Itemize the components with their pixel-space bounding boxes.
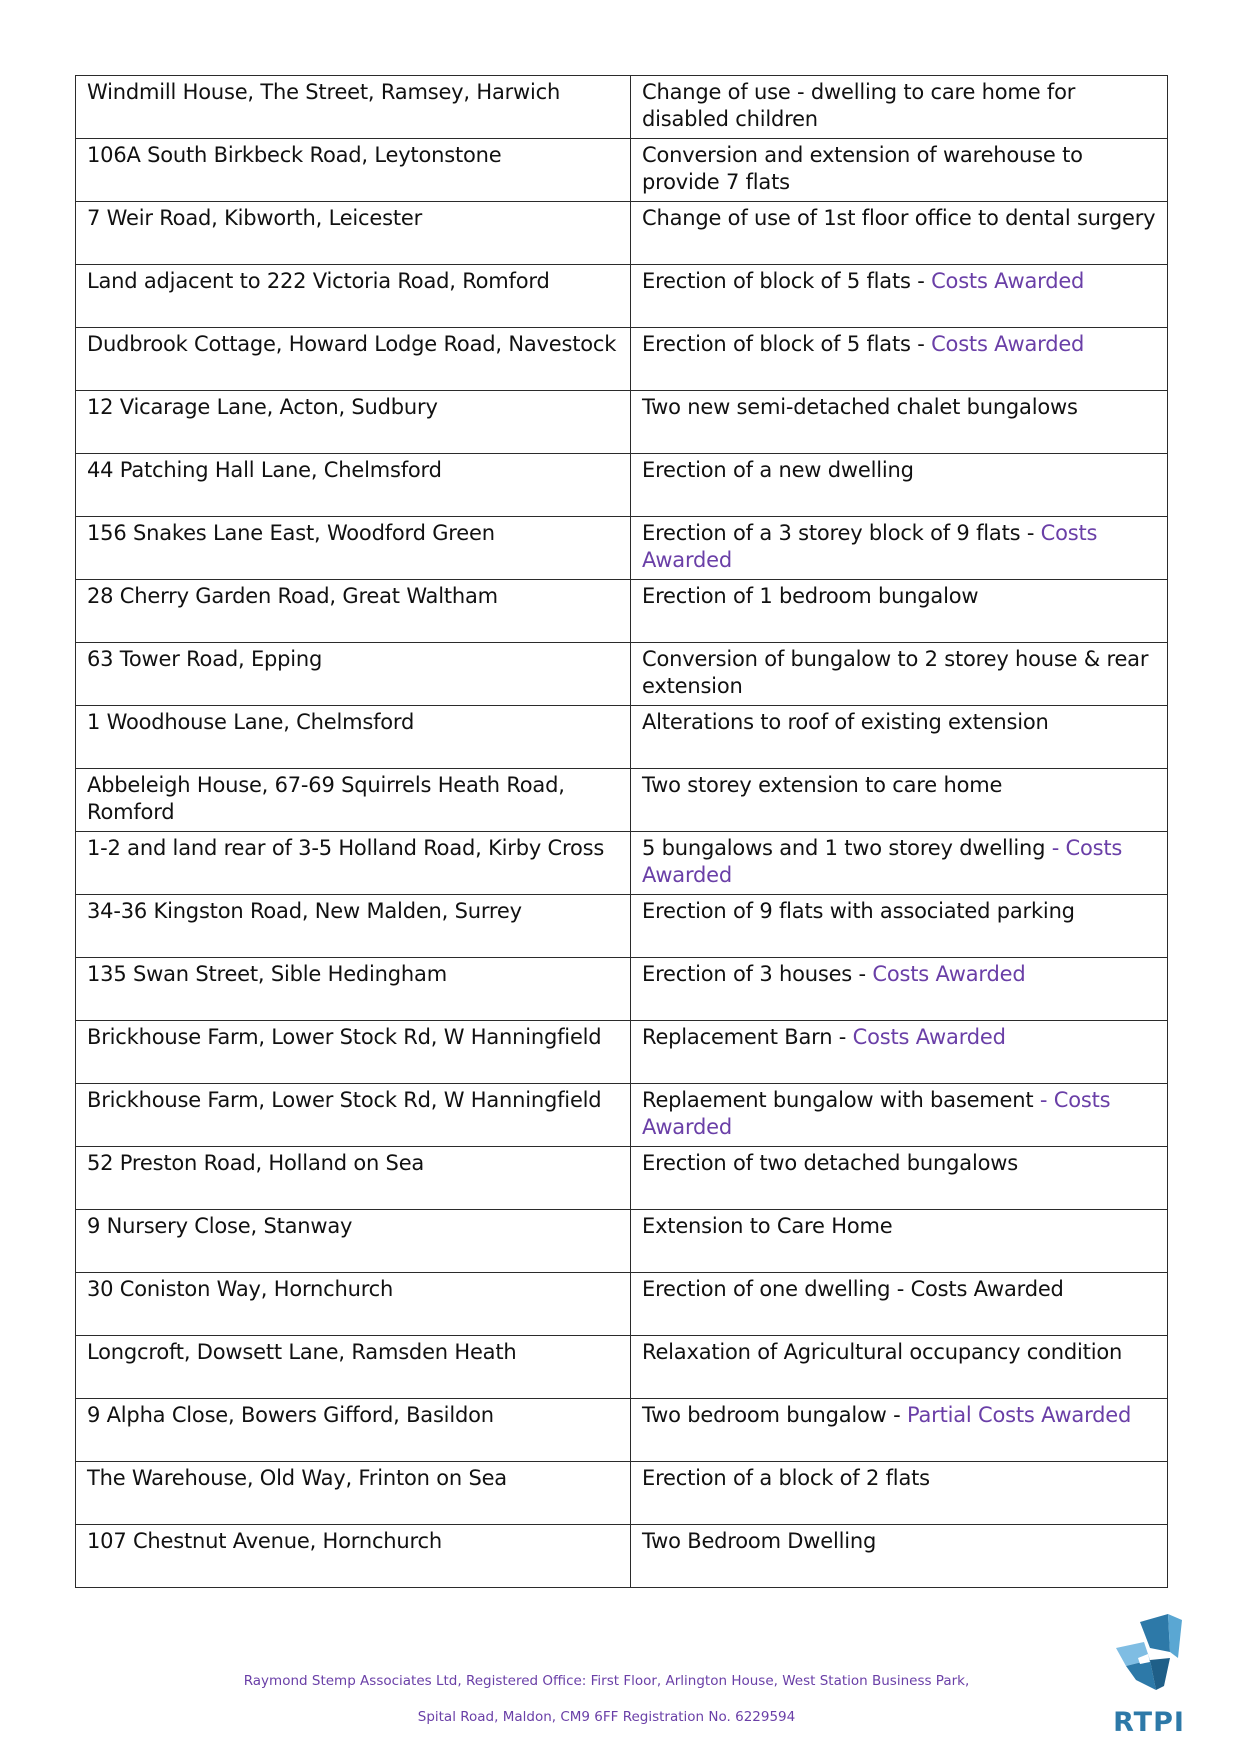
address-cell: 106A South Birkbeck Road, Leytonstone bbox=[76, 139, 631, 202]
description-text: Erection of block of 5 flats - bbox=[642, 332, 932, 356]
costs-awarded-label: - Costs Awarded bbox=[642, 1088, 1111, 1139]
description-cell bbox=[631, 1210, 1168, 1273]
description-text: Change of use of 1st floor office to dental surgery bbox=[642, 206, 1156, 230]
description-text: 5 bungalows and 1 two storey dwelling bbox=[642, 836, 1052, 860]
description-cell bbox=[631, 1273, 1168, 1336]
description-cell bbox=[631, 76, 1168, 139]
description-cell bbox=[631, 1084, 1168, 1147]
costs-awarded-label: Costs Awarded bbox=[931, 269, 1085, 293]
address-cell: 156 Snakes Lane East, Woodford Green bbox=[76, 517, 631, 580]
table-row bbox=[76, 1210, 1168, 1273]
description-cell bbox=[631, 202, 1168, 265]
description-cell bbox=[631, 139, 1168, 202]
address-cell: Dudbrook Cottage, Howard Lodge Road, Navestock bbox=[76, 328, 631, 391]
address-cell: 9 Nursery Close, Stanway bbox=[76, 1210, 631, 1273]
address-cell: Land adjacent to 222 Victoria Road, Romford bbox=[76, 265, 631, 328]
table-row bbox=[76, 895, 1168, 958]
table-row bbox=[76, 643, 1168, 706]
table-row bbox=[76, 265, 1168, 328]
description-cell bbox=[631, 706, 1168, 769]
description-text: Erection of block of 5 flats - bbox=[642, 269, 932, 293]
description-cell bbox=[631, 580, 1168, 643]
footer-line-1: Raymond Stemp Associates Ltd, Registered Office: First Floor, Arlington House, West Station Business Park, bbox=[243, 1673, 970, 1689]
description-cell bbox=[631, 958, 1168, 1021]
table-row bbox=[76, 1273, 1168, 1336]
appeals-table bbox=[75, 75, 1168, 1588]
table-row bbox=[76, 958, 1168, 1021]
description-cell bbox=[631, 832, 1168, 895]
description-text: Conversion and extension of warehouse to provide 7 flats bbox=[642, 143, 1083, 194]
table-row bbox=[76, 139, 1168, 202]
costs-awarded-label: Costs Awarded bbox=[852, 1025, 1006, 1049]
table-row bbox=[76, 769, 1168, 832]
address-cell: 30 Coniston Way, Hornchurch bbox=[76, 1273, 631, 1336]
description-cell bbox=[631, 643, 1168, 706]
address-cell: 1 Woodhouse Lane, Chelmsford bbox=[76, 706, 631, 769]
address-cell: 28 Cherry Garden Road, Great Waltham bbox=[76, 580, 631, 643]
description-cell bbox=[631, 1021, 1168, 1084]
address-cell: Brickhouse Farm, Lower Stock Rd, W Hanningfield bbox=[76, 1084, 631, 1147]
description-cell bbox=[631, 517, 1168, 580]
description-text: Two storey extension to care home bbox=[642, 773, 1003, 797]
address-cell: Abbeleigh House, 67-69 Squirrels Heath Road, Romford bbox=[76, 769, 631, 832]
description-text: Erection of 1 bedroom bungalow bbox=[642, 584, 979, 608]
table-row bbox=[76, 832, 1168, 895]
table-row bbox=[76, 391, 1168, 454]
address-cell: Brickhouse Farm, Lower Stock Rd, W Hanningfield bbox=[76, 1021, 631, 1084]
address-cell: 34-36 Kingston Road, New Malden, Surrey bbox=[76, 895, 631, 958]
address-cell: 107 Chestnut Avenue, Hornchurch bbox=[76, 1525, 631, 1588]
description-text: Replacement Barn - bbox=[642, 1025, 853, 1049]
costs-awarded-label: Costs Awarded bbox=[931, 332, 1085, 356]
footer-line-2: Spital Road, Maldon, CM9 6FF Registration No. 6229594 bbox=[417, 1709, 796, 1725]
table-row bbox=[76, 1084, 1168, 1147]
description-text: Two new semi-detached chalet bungalows bbox=[642, 395, 1078, 419]
description-text: Erection of 3 houses - bbox=[642, 962, 873, 986]
description-cell bbox=[631, 1147, 1168, 1210]
description-text: Erection of a 3 storey block of 9 flats - bbox=[642, 521, 1041, 545]
description-text: Relaxation of Agricultural occupancy condition bbox=[642, 1340, 1123, 1364]
description-cell bbox=[631, 1399, 1168, 1462]
description-text: Conversion of bungalow to 2 storey house & rear extension bbox=[642, 647, 1149, 698]
description-cell bbox=[631, 454, 1168, 517]
address-cell: 52 Preston Road, Holland on Sea bbox=[76, 1147, 631, 1210]
table-row bbox=[76, 580, 1168, 643]
address-cell: Longcroft, Dowsett Lane, Ramsden Heath bbox=[76, 1336, 631, 1399]
description-cell bbox=[631, 895, 1168, 958]
table-row bbox=[76, 76, 1168, 139]
address-cell: 9 Alpha Close, Bowers Gifford, Basildon bbox=[76, 1399, 631, 1462]
address-cell: 44 Patching Hall Lane, Chelmsford bbox=[76, 454, 631, 517]
table-row bbox=[76, 1336, 1168, 1399]
address-cell: 7 Weir Road, Kibworth, Leicester bbox=[76, 202, 631, 265]
costs-awarded-label: Costs Awarded bbox=[642, 521, 1098, 572]
table-row bbox=[76, 454, 1168, 517]
table-row bbox=[76, 1525, 1168, 1588]
table-row bbox=[76, 1462, 1168, 1525]
description-cell bbox=[631, 769, 1168, 832]
rtpi-logo-text: RTPI bbox=[1113, 1707, 1185, 1738]
table-row bbox=[76, 1021, 1168, 1084]
description-text: Erection of one dwelling - Costs Awarded bbox=[642, 1277, 1064, 1301]
description-text: Erection of a block of 2 flats bbox=[642, 1466, 930, 1490]
costs-awarded-label: - Costs Awarded bbox=[642, 836, 1123, 887]
description-text: Extension to Care Home bbox=[642, 1214, 893, 1238]
address-cell: 63 Tower Road, Epping bbox=[76, 643, 631, 706]
table-row bbox=[76, 202, 1168, 265]
address-cell: 12 Vicarage Lane, Acton, Sudbury bbox=[76, 391, 631, 454]
table-row bbox=[76, 328, 1168, 391]
costs-awarded-label: Costs Awarded bbox=[872, 962, 1026, 986]
description-cell bbox=[631, 265, 1168, 328]
address-cell: The Warehouse, Old Way, Frinton on Sea bbox=[76, 1462, 631, 1525]
description-text: Erection of a new dwelling bbox=[642, 458, 914, 482]
description-cell bbox=[631, 328, 1168, 391]
description-text: Erection of 9 flats with associated parking bbox=[642, 899, 1075, 923]
address-cell: 135 Swan Street, Sible Hedingham bbox=[76, 958, 631, 1021]
description-cell bbox=[631, 391, 1168, 454]
address-cell: 1-2 and land rear of 3-5 Holland Road, Kirby Cross bbox=[76, 832, 631, 895]
description-text: Erection of two detached bungalows bbox=[642, 1151, 1018, 1175]
appeals-table-body bbox=[76, 76, 1168, 1588]
description-cell bbox=[631, 1462, 1168, 1525]
table-row bbox=[76, 706, 1168, 769]
description-cell bbox=[631, 1336, 1168, 1399]
description-text: Change of use - dwelling to care home for disabled children bbox=[642, 80, 1076, 131]
table-row bbox=[76, 1399, 1168, 1462]
description-text: Replaement bungalow with basement bbox=[642, 1088, 1040, 1112]
description-cell bbox=[631, 1525, 1168, 1588]
description-text: Alterations to roof of existing extension bbox=[642, 710, 1049, 734]
table-row bbox=[76, 1147, 1168, 1210]
description-text: Two Bedroom Dwelling bbox=[642, 1529, 877, 1553]
costs-awarded-label: Partial Costs Awarded bbox=[906, 1403, 1132, 1427]
table-row bbox=[76, 517, 1168, 580]
address-cell: Windmill House, The Street, Ramsey, Harwich bbox=[76, 76, 631, 139]
description-text: Two bedroom bungalow - bbox=[642, 1403, 907, 1427]
